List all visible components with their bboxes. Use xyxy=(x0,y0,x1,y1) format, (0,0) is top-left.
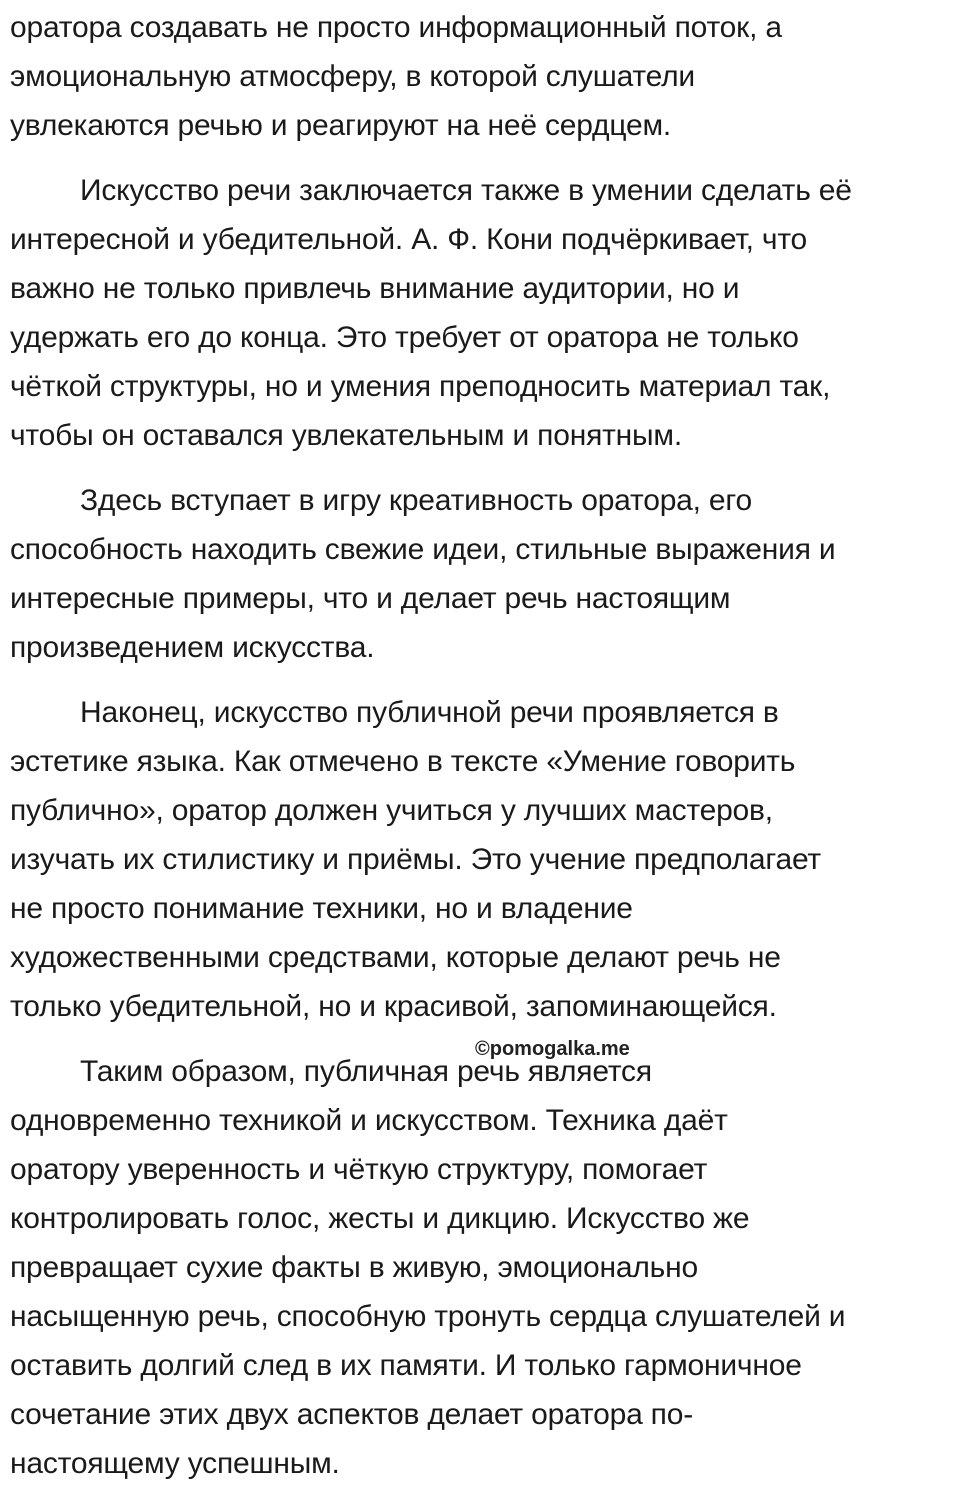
text-line: способность находить свежие идеи, стильные выражения и xyxy=(10,533,836,566)
text-line: не просто понимание техники, но и владение xyxy=(10,892,633,925)
text-line: одновременно техникой и искусством. Техника даёт xyxy=(10,1104,728,1137)
text-line: эмоциональную атмосферу, в которой слушатели xyxy=(10,60,695,93)
text-line: удержать его до конца. Это требует от оратора не только xyxy=(10,321,799,354)
text-line: произведением искусства. xyxy=(10,631,375,664)
text-line: важно не только привлечь внимание аудитории, но и xyxy=(10,272,740,305)
text-line: контролировать голос, жесты и дикцию. Искусство же xyxy=(10,1202,750,1235)
text-line: эстетике языка. Как отмечено в тексте «Умение говорить xyxy=(10,745,796,778)
text-line: сочетание этих двух аспектов делает оратора по- xyxy=(10,1398,694,1431)
text-line: увлекаются речью и реагируют на неё сердцем. xyxy=(10,109,672,142)
text-line: изучать их стилистику и приёмы. Это учение предполагает xyxy=(10,843,821,876)
text-line: оратора создавать не просто информационный поток, а xyxy=(10,11,782,44)
text-line: насыщенную речь, способную тронуть сердца слушателей и xyxy=(10,1300,846,1333)
text-line: настоящему успешным. xyxy=(10,1447,340,1480)
text-line: превращает сухие факты в живую, эмоционально xyxy=(10,1251,698,1284)
text-line: оставить долгий след в их памяти. И только гармоничное xyxy=(10,1349,802,1382)
text-line: только убедительной, но и красивой, запоминающейся. xyxy=(10,990,777,1023)
text-line: оратору уверенность и чёткую структуру, помогает xyxy=(10,1153,708,1186)
text-line: чтобы он оставался увлекательным и понятным. xyxy=(10,419,682,452)
watermark: ©pomogalka.me xyxy=(475,1038,630,1060)
text-line: художественными средствами, которые делают речь не xyxy=(10,941,781,974)
text-line: интересные примеры, что и делает речь настоящим xyxy=(10,582,731,615)
text-line: Наконец, искусство публичной речи проявляется в xyxy=(80,696,779,729)
text-line: Здесь вступает в игру креативность оратора, его xyxy=(80,484,752,517)
text-line: чёткой структуры, но и умения преподносить материал так, xyxy=(10,370,831,403)
text-line: Таким образом, публичная речь является xyxy=(80,1055,652,1088)
text-line: Искусство речи заключается также в умении сделать её xyxy=(80,174,852,207)
text-line: интересной и убедительной. А. Ф. Кони подчёркивает, что xyxy=(10,223,808,256)
text-line: публично», оратор должен учиться у лучших мастеров, xyxy=(10,794,773,827)
